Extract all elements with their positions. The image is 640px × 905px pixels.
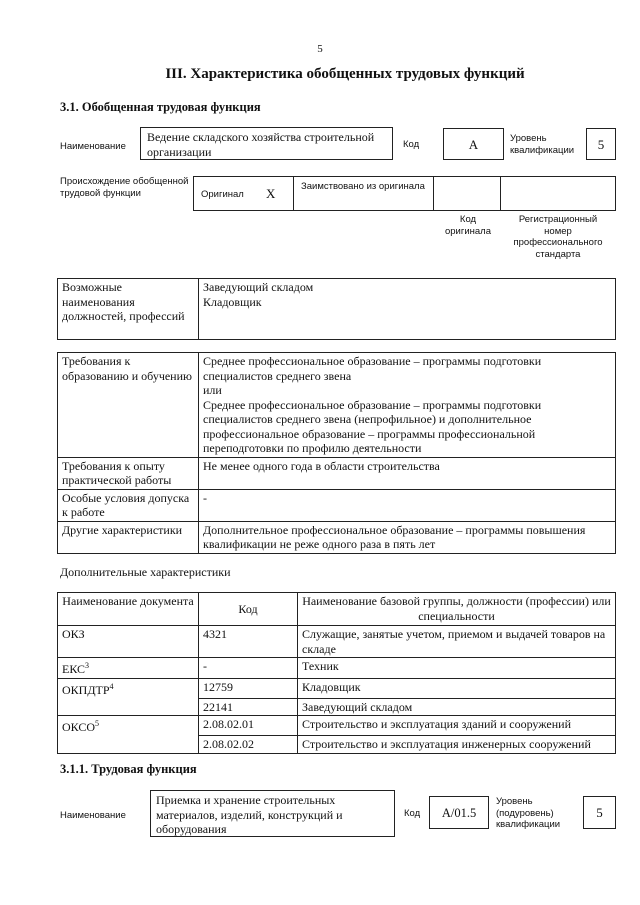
row-code: 22141 (199, 698, 298, 716)
header-code: Код (199, 593, 298, 626)
req-other-label: Другие характеристики (58, 521, 199, 553)
req-line: или (203, 383, 222, 397)
doc-name: ОКСО (62, 720, 96, 734)
gen-level-box (586, 128, 616, 160)
lf-name-label: Наименование (60, 810, 126, 821)
reg-number-caption: Регистрационный номер профессионального стандарта (513, 214, 603, 260)
row-name: Строительство и эксплуатация зданий и сооружений (298, 716, 616, 736)
row-name: Техник (298, 658, 616, 679)
original-mark: X (266, 186, 276, 201)
job-title: Заведующий складом (203, 280, 314, 294)
generalized-function-heading: 3.1. Обобщенная трудовая функция (60, 100, 261, 114)
req-education-label: Требования к образованию и обучению (58, 353, 199, 458)
header-name: Наименование базовой группы, должности (профессии) или специальности (298, 593, 616, 626)
name-label: Наименование (60, 141, 126, 152)
row-code: - (199, 658, 298, 679)
lf-name-value: Приемка и хранение строительных материалов, изделий, конструкций и оборудования (156, 793, 343, 836)
section-title: III. Характеристика обобщенных трудовых функций (165, 66, 525, 82)
job-titles-label: Возможные наименования должностей, профессий (58, 279, 199, 340)
req-experience-value: Не менее одного года в области строительства (199, 457, 616, 489)
row-name: Кладовщик (298, 678, 616, 698)
additional-caption: Дополнительные характеристики (60, 565, 231, 579)
labor-function-heading: 3.1.1. Трудовая функция (60, 762, 197, 776)
req-special-label: Особые условия допуска к работе (58, 489, 199, 521)
job-titles-table (57, 278, 616, 340)
lf-level-value: 5 (596, 805, 603, 820)
doc-name: ЕКС (62, 662, 86, 676)
table-row (58, 658, 616, 679)
lf-name-box (150, 790, 395, 837)
req-line: Среднее профессиональное образование – программы подготовки специалистов среднего звена (непрофильное) и дополнительное профессиональное образование – программы профессиональной переподготовки по профилю деятельности (203, 397, 542, 455)
borrowed-label: Заимствовано из оригинала (301, 181, 425, 192)
lf-code-value: A/01.5 (441, 806, 477, 820)
job-titles-cell (199, 279, 616, 340)
table-row (58, 678, 616, 698)
row-name: Заведующий складом (298, 698, 616, 716)
row-code: 4321 (199, 626, 298, 658)
req-special-value: - (199, 489, 616, 521)
additional-table (57, 592, 616, 754)
lf-level-box (583, 796, 616, 829)
doc-name: ОКЗ (62, 627, 85, 641)
table-row (58, 626, 616, 658)
req-education-cell (199, 353, 616, 458)
gen-name-value: Ведение складского хозяйства строительной организации (147, 130, 375, 159)
gen-name-box (140, 127, 393, 160)
gen-code-box (443, 128, 504, 160)
row-code: 2.08.02.01 (199, 716, 298, 736)
gen-code-value: A (468, 137, 479, 152)
lf-code-label: Код (404, 808, 421, 819)
row-code: 12759 (199, 678, 298, 698)
req-experience-label: Требования к опыту практической работы (58, 457, 199, 489)
table-row (58, 736, 616, 754)
req-line: Среднее профессиональное образование – программы подготовки специалистов среднего звена (203, 354, 542, 383)
lf-code-box (429, 796, 489, 829)
lf-level-label: Уровень (подуровень) квалификации (496, 796, 561, 830)
footnote-mark: 4 (109, 681, 114, 691)
original-code-caption: Код оригинала (444, 214, 491, 237)
footnote-mark: 3 (85, 661, 90, 670)
code-label: Код (403, 139, 420, 150)
row-name: Служащие, занятые учетом, приемом и выдачей товаров на складе (298, 626, 616, 658)
origin-label: Происхождение обобщенной трудовой функции (60, 176, 189, 199)
footnote-mark: 5 (95, 719, 100, 728)
req-other-value: Дополнительное профессиональное образование – программы повышения квалификации не реже одного раза в пять лет (199, 521, 616, 553)
table-row (58, 698, 616, 716)
table-row (58, 716, 616, 736)
original-label: Оригинал (201, 189, 244, 200)
requirements-table (57, 352, 616, 554)
job-title: Кладовщик (203, 294, 262, 309)
row-name: Строительство и эксплуатация инженерных сооружений (298, 736, 616, 754)
header-doc: Наименование документа (58, 593, 199, 626)
gen-level-value: 5 (597, 137, 605, 152)
level-label: Уровень квалификации (510, 133, 575, 156)
row-code: 2.08.02.02 (199, 736, 298, 754)
doc-name: ОКПДТР (62, 682, 110, 697)
page-number: 5 (317, 43, 323, 55)
